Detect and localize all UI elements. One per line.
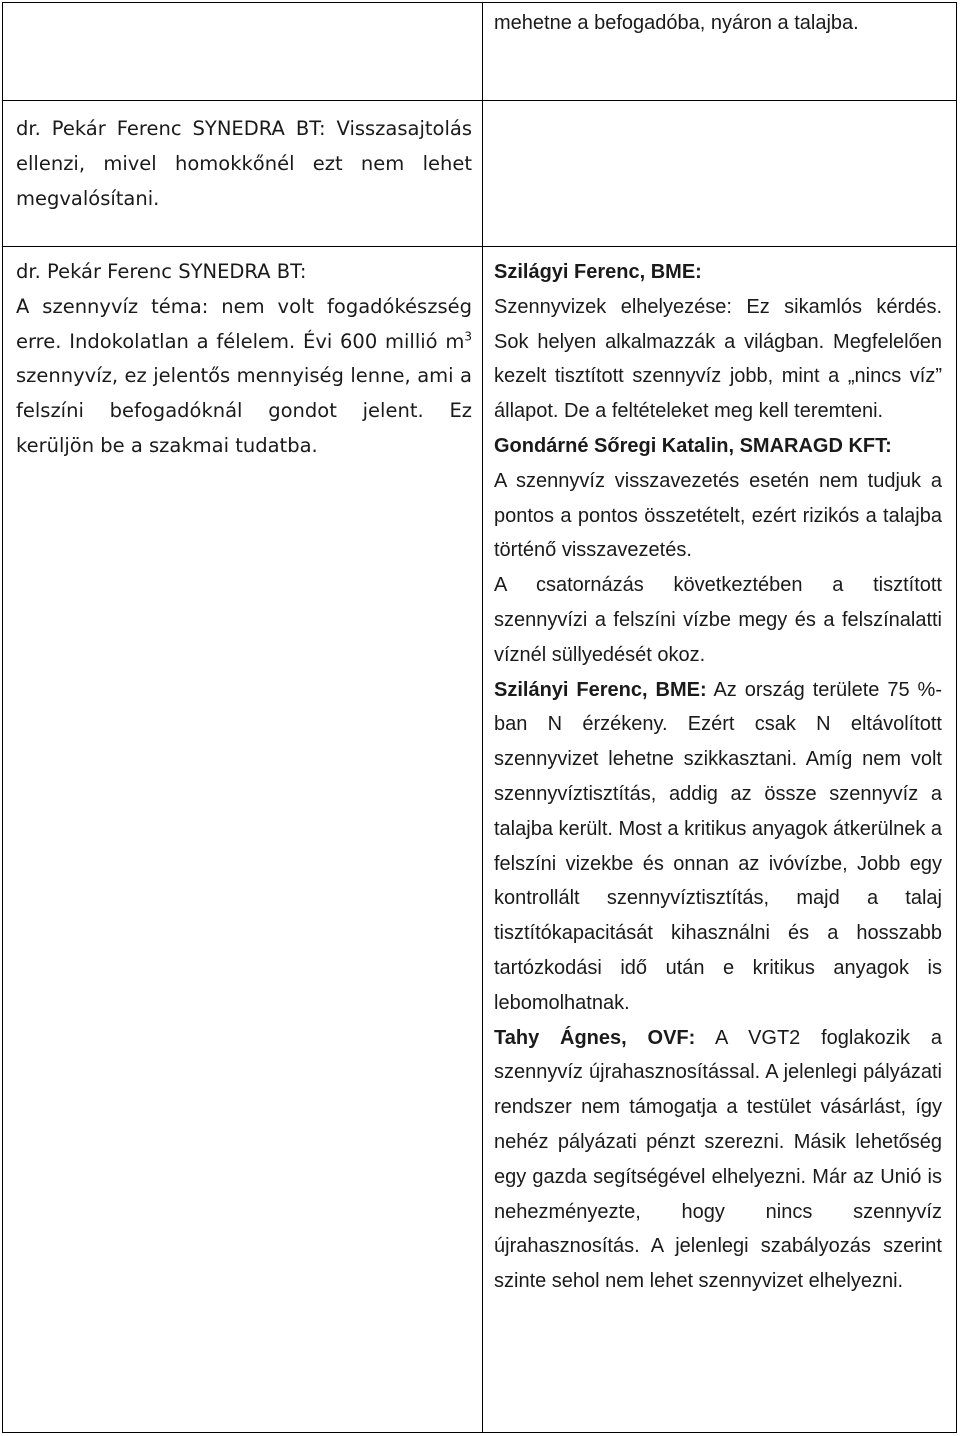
speaker-name: Szilányi Ferenc, BME:: [494, 678, 707, 701]
paragraph: A csatornázás következtében a tisztított szennyvízi a felszíni vízbe megy és a felszínalatti víznél süllyedését okoz.: [494, 574, 942, 666]
right-cell-1: [483, 3, 957, 101]
paragraph: mehetne a befogadóba, nyáron a talajba.: [494, 12, 859, 34]
right-cell-2: [483, 101, 957, 247]
left-cell-3: [3, 247, 483, 1433]
table-row: [3, 247, 957, 1433]
paragraph: [494, 673, 942, 1021]
table-row: [3, 3, 957, 101]
left-cell-1: [3, 3, 483, 101]
paragraph-text: Az ország területe 75 %-ban N érzékeny. Ezért csak N eltávolított szennyvizet lehetne szikkasztani. Amíg nem volt szennyvíztisztítás, addig az össze szennyvíz a talajba került. Most a kritikus anyagok átkerülnek a felszíni vizekbe és onnan az ivóvízbe, Jobb egy kontrollált szennyvíztisztítás, majd a talaj tisztítókapacitását kihasználni és a hosszabb tartózkodási idő után e kritikus anyagok is lebomolhatnak.: [494, 678, 942, 1014]
paragraph: [494, 429, 942, 568]
paragraph-text: A szennyvíz téma: nem volt fogadókészség erre. Indokolatlan a félelem. Évi 600 millió m: [16, 294, 472, 353]
speaker-line: dr. Pekár Ferenc SYNEDRA BT:: [16, 260, 307, 283]
right-cell-3: [483, 247, 957, 1433]
superscript: 3: [464, 329, 472, 344]
paragraph-text: A szennyvíz visszavezetés esetén nem tudjuk a pontos a pontos összetételt, ezért rizikós a talajba történő visszavezetés.: [494, 469, 942, 562]
paragraph: [494, 255, 942, 429]
paragraph-text: A VGT2 foglakozik a szennyvíz újrahasznosítással. A jelenlegi pályázati rendszer nem támogatja a testület vásárlást, így nehéz pályázati pénzt szerezni. Másik lehetőség egy gazda segítségével elhelyezni. Már az Unió is nehezményezte, hogy nincs szennyvíz újrahasznosítás. A jelenlegi szabályozás szerint szinte sehol nem lehet szennyvizet elhelyezni.: [494, 1026, 943, 1293]
table-row: [3, 101, 957, 247]
speaker-name: Tahy Ágnes, OVF:: [494, 1026, 696, 1049]
paragraph: dr. Pekár Ferenc SYNEDRA BT: Visszasajtolás ellenzi, mivel homokkőnél ezt nem lehet megvalósítani.: [16, 117, 472, 210]
paragraph: [16, 255, 472, 464]
paragraph-text: Szennyvizek elhelyezése: Ez sikamlós kérdés. Sok helyen alkalmazzák a világban. Megfelelően kezelt tisztított szennyvíz jobb, mint a „nincs víz” állapot. De a feltételeket meg kell teremteni.: [494, 295, 942, 423]
paragraph-text: szennyvíz, ez jelentős mennyiség lenne, ami a felszíni befogadóknál gondot jelent. Ez kerüljön be a szakmai tudatba.: [16, 364, 472, 457]
minutes-table: [2, 2, 957, 1433]
left-cell-2: [3, 101, 483, 247]
speaker-name: Gondárné Sőregi Katalin, SMARAGD KFT:: [494, 434, 892, 457]
speaker-name: Szilágyi Ferenc, BME:: [494, 261, 702, 283]
paragraph: [494, 1021, 942, 1299]
